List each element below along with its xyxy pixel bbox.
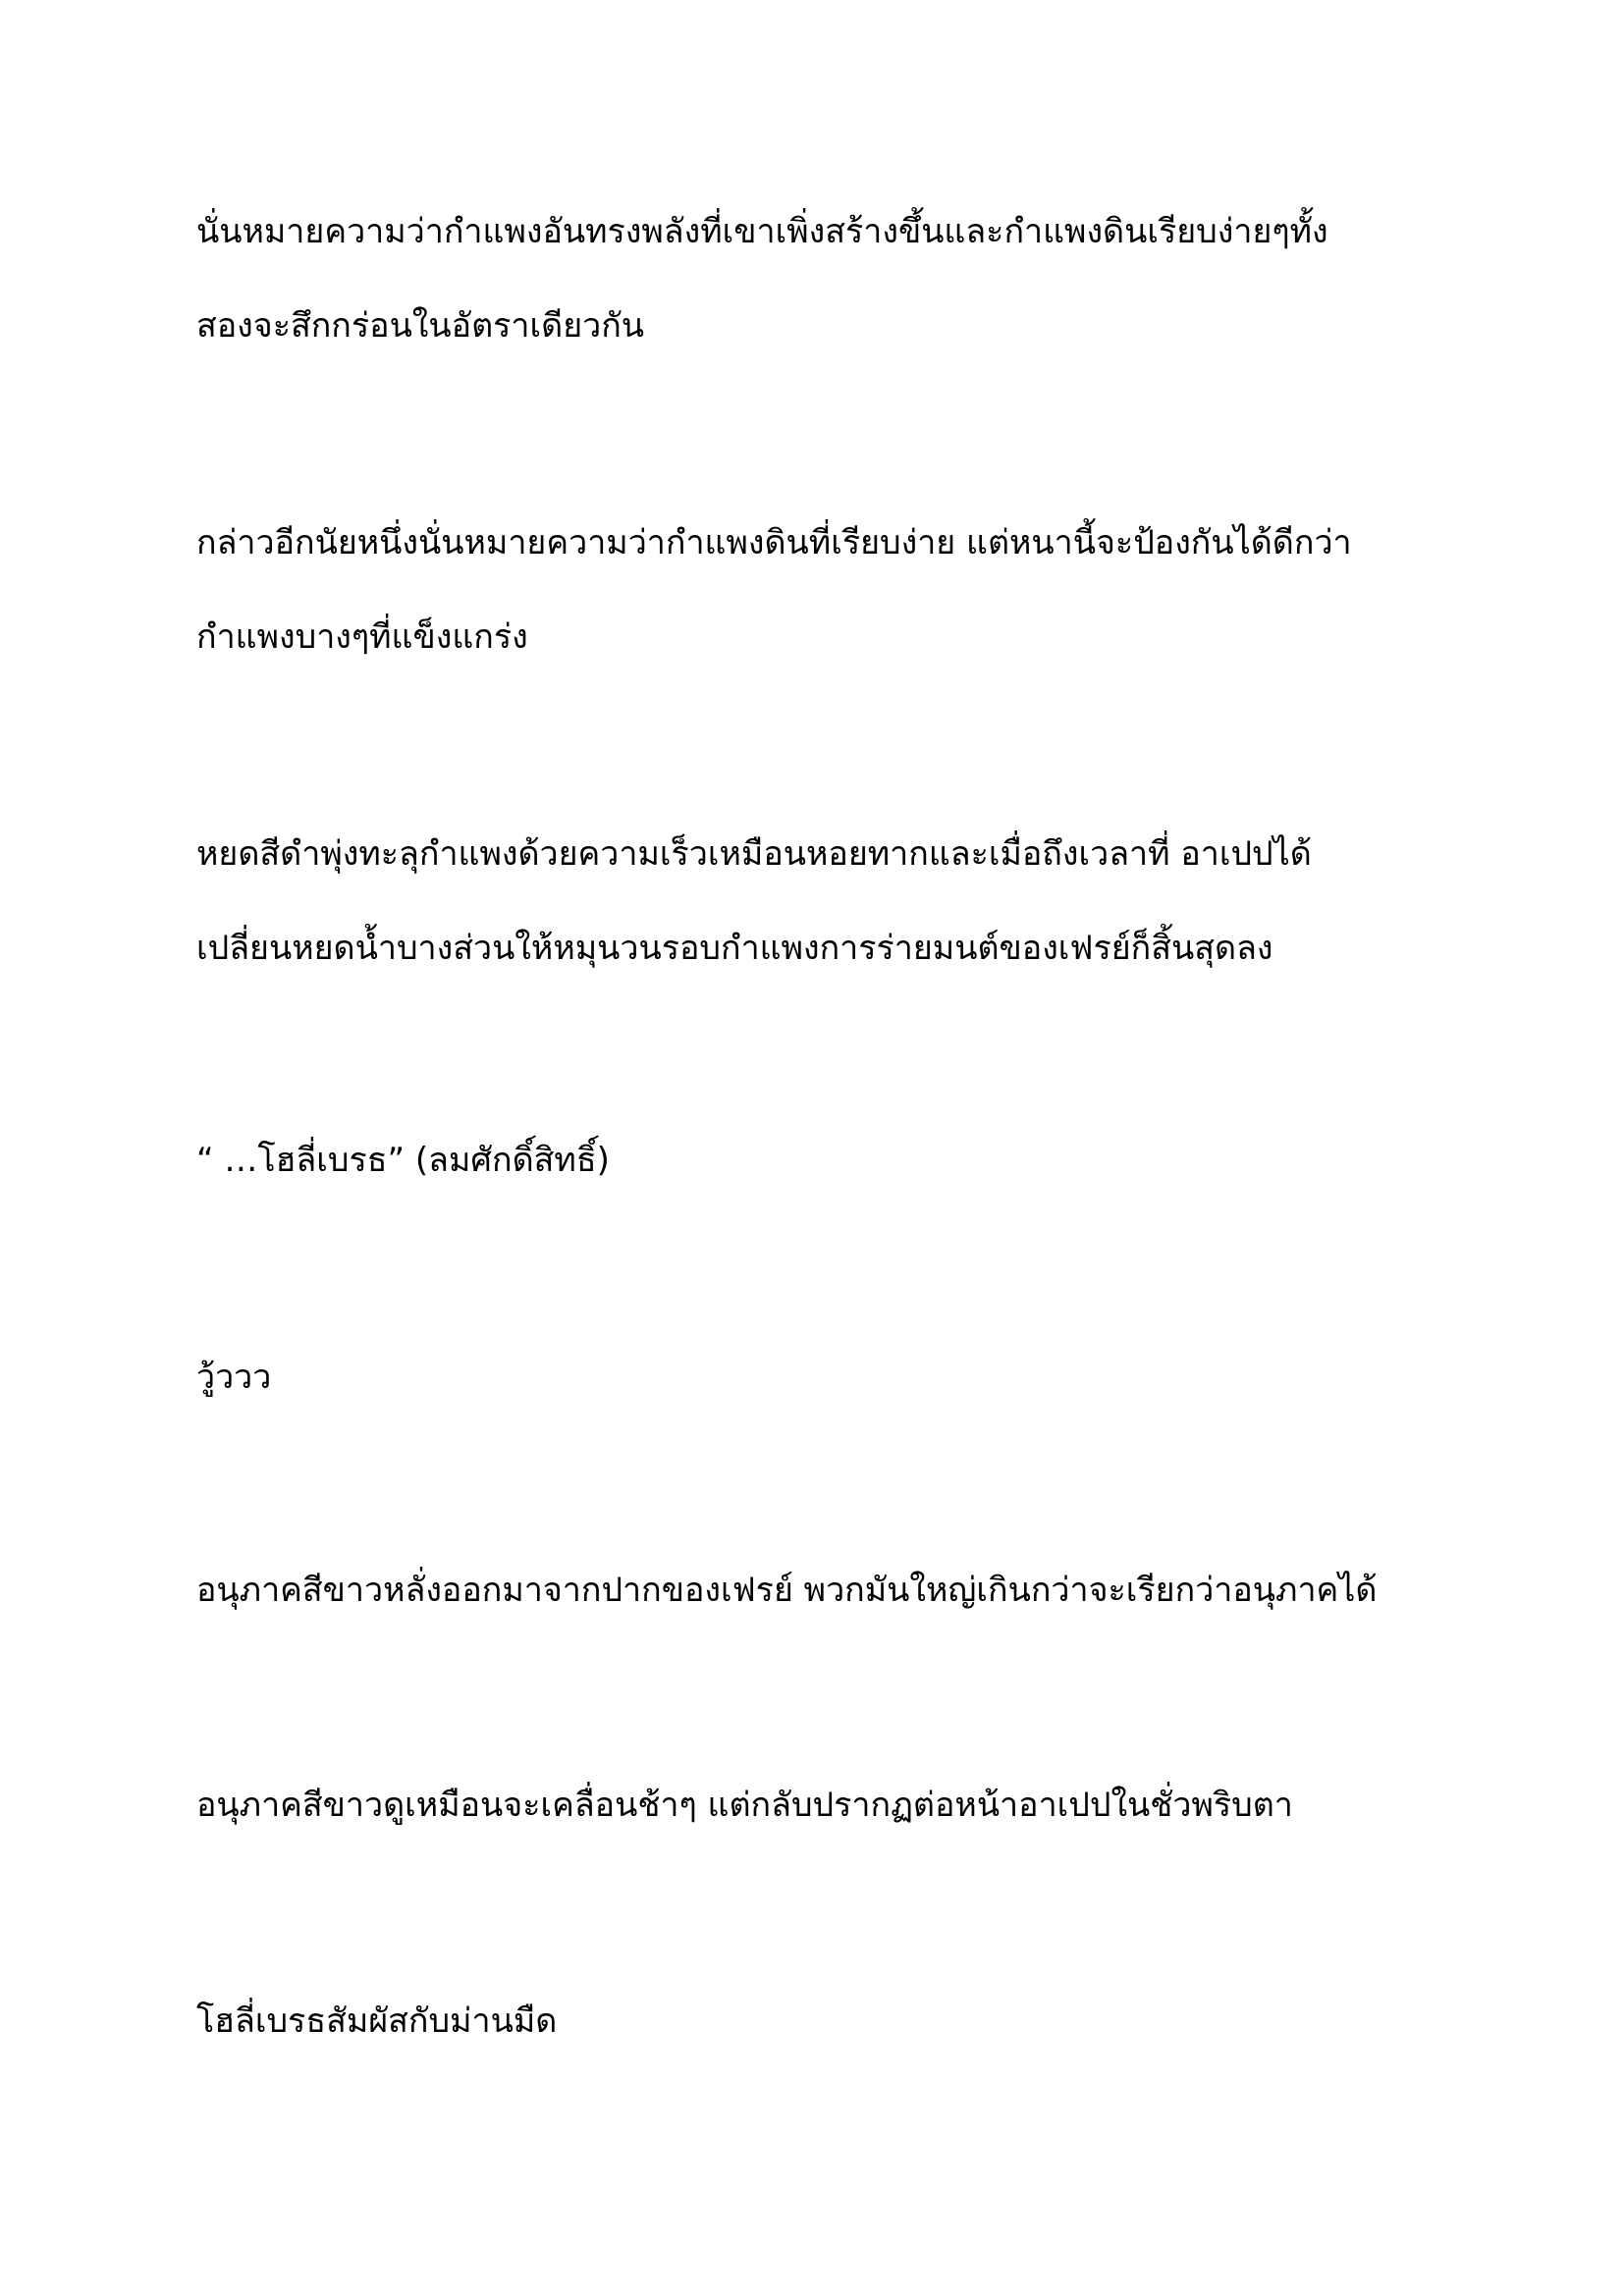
paragraph-5-line-1: วู้ววว	[196, 1358, 272, 1397]
paragraph-8-line-1: โฮลี่เบรธสัมผัสกับม่านมืด	[196, 2002, 558, 2041]
paragraph-4-line-1: “ …โฮลี่เบรธ” (ลมศักดิ์สิทธิ์)	[196, 1141, 610, 1180]
paragraph-6	[196, 1543, 1473, 1637]
paragraph-3-line-2: เปลี่ยนหยดน้ำบางส่วนให้หมุนวนรอบกำแพงการร่ายมนต์ของเฟรย์ก็สิ้นสุดลง	[196, 929, 1273, 968]
paragraph-4	[196, 1113, 1473, 1207]
paragraph-1-line-2: สองจะสึกกร่อนในอัตราเดียวกัน	[196, 306, 645, 346]
paragraph-2-line-2: กำแพงบางๆที่แข็งแกร่ง	[196, 617, 528, 657]
paragraph-7-line-1: อนุภาคสีขาวดูเหมือนจะเคลื่อนช้าๆ แต่กลับปรากฏต่อหน้าอาเปปในชั่วพริบตา	[196, 1786, 1293, 1825]
paragraph-3	[196, 807, 1473, 995]
paragraph-1	[196, 185, 1473, 373]
paragraph-3-line-1: หยดสีดำพุ่งทะลุกำแพงด้วยความเร็วเหมือนหอยทากและเมื่อถึงเวลาที่ อาเปปได้	[196, 834, 1312, 874]
paragraph-7	[196, 1758, 1473, 1852]
paragraph-1-line-1: นั่นหมายความว่ากำแพงอันทรงพลังที่เขาเพิ่งสร้างขึ้นและกำแพงดินเรียบง่ายๆทั้ง	[196, 212, 1328, 251]
paragraph-8	[196, 1974, 1473, 2068]
paragraph-5	[196, 1330, 1473, 1424]
paragraph-2	[196, 496, 1473, 684]
paragraph-6-line-1: อนุภาคสีขาวหลั่งออกมาจากปากของเฟรย์ พวกมันใหญ่เกินกว่าจะเรียกว่าอนุภาคได้	[196, 1571, 1378, 1610]
paragraph-2-line-1: กล่าวอีกนัยหนึ่งนั่นหมายความว่ากำแพงดินที่เรียบง่าย แต่หนานี้จะป้องกันได้ดีกว่า	[196, 523, 1352, 562]
